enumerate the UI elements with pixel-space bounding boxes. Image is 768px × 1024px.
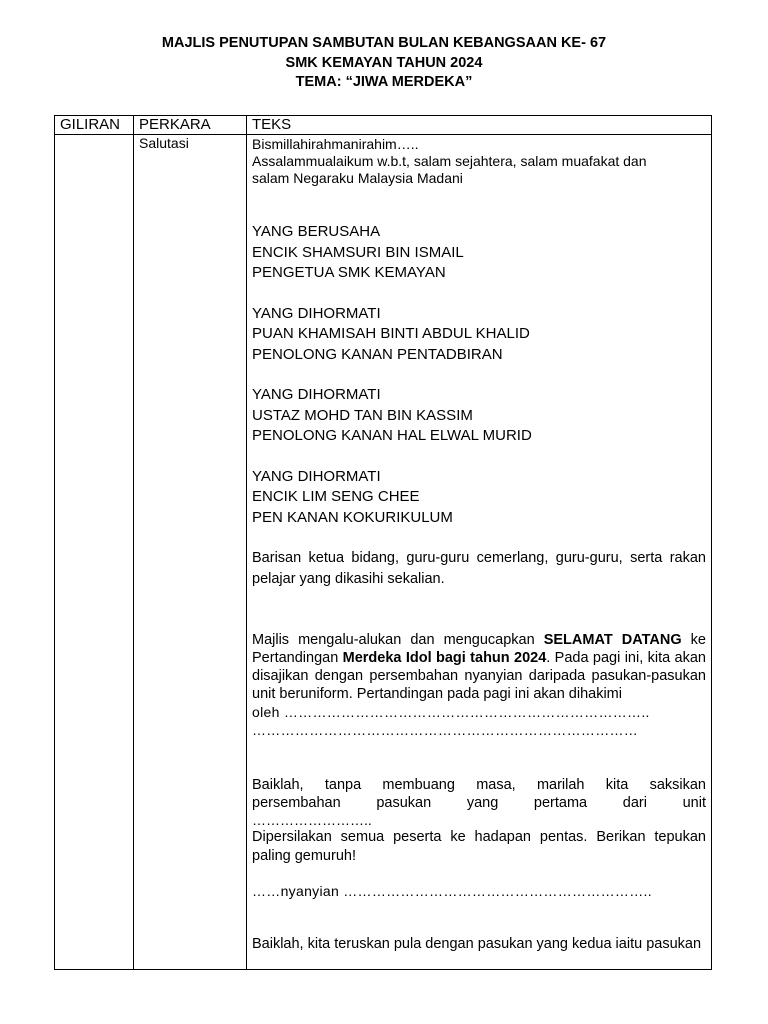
dignitary-block bbox=[252, 222, 706, 284]
first-team-line-2: persembahan pasukan yang pertama dari unit bbox=[252, 795, 706, 811]
dignitary-name: USTAZ MOHD TAN BIN KASSIM bbox=[252, 406, 473, 424]
invite-participants: Dipersilakan semua peserta ke hadapan pentas. Berikan tepukan paling gemuruh! bbox=[252, 829, 706, 864]
first-team-unit-placeholder: …………………….. bbox=[252, 812, 372, 828]
column-header-teks: TEKS bbox=[247, 116, 712, 135]
welcome-text-1: Majlis mengalu-alukan dan mengucapkan bbox=[252, 632, 544, 648]
column-header-perkara: PERKARA bbox=[134, 116, 247, 135]
header-title-line2: SMK KEMAYAN TAHUN 2024 bbox=[285, 54, 483, 71]
dignitary-title: YANG BERUSAHA bbox=[252, 223, 381, 240]
welcome-text-2: ke Pertandingan bbox=[252, 632, 707, 666]
dignitary-title: YANG DIHORMATI bbox=[252, 386, 381, 403]
salam-line-1: Assalammualaikum w.b.t, salam sejahtera, salam muafakat dan bbox=[252, 153, 647, 169]
column-header-giliran: GILIRAN bbox=[55, 116, 134, 135]
dignitary-position: PENOLONG KANAN HAL ELWAL MURID bbox=[252, 427, 532, 444]
header-theme-line: TEMA: “JIWA MERDEKA” bbox=[295, 74, 473, 90]
dignitary-block bbox=[252, 385, 706, 447]
dignitary-position: PENOLONG KANAN PENTADBIRAN bbox=[252, 345, 503, 363]
dignitary-block bbox=[252, 467, 706, 529]
cell-perkara: Salutasi bbox=[134, 135, 247, 970]
dignitary-name: ENCIK SHAMSURI BIN ISMAIL bbox=[252, 243, 464, 261]
dignitary-position: PENGETUA SMK KEMAYAN bbox=[252, 264, 446, 281]
dignitary-name: ENCIK LIM SENG CHEE bbox=[252, 488, 420, 505]
dignitary-block bbox=[252, 304, 706, 366]
welcome-bold-1: SELAMAT DATANG bbox=[543, 632, 682, 648]
welcome-paragraph bbox=[252, 631, 706, 703]
dignitary-name: PUAN KHAMISAH BINTI ABDUL KHALID bbox=[252, 325, 530, 342]
dignitary-title: YANG DIHORMATI bbox=[252, 467, 381, 485]
salam-line-2: salam Negaraku Malaysia Madani bbox=[252, 170, 463, 186]
audience-greeting: Barisan ketua bidang, guru-guru cemerlang, guru-guru, serta rakan pelajar yang dikasihi sekalian. bbox=[252, 550, 706, 587]
table-header-row bbox=[55, 116, 712, 135]
judges-dots-line: ……………………………………………………………………… bbox=[252, 722, 639, 738]
welcome-text-3: . Pada pagi ini, kita akan disajikan dengan persembahan nyanyian daripada pasukan-pasukan unit beruniform. Pertandingan pada pagi ini akan dihakimi bbox=[252, 650, 706, 702]
cell-giliran bbox=[55, 135, 134, 970]
dignitary-title: YANG DIHORMATI bbox=[252, 304, 381, 322]
cell-teks bbox=[247, 135, 712, 970]
document-header bbox=[0, 34, 768, 93]
dignitary-position: PEN KANAN KOKURIKULUM bbox=[252, 508, 453, 526]
welcome-bold-2: Merdeka Idol bagi tahun 2024 bbox=[342, 650, 547, 666]
table-row bbox=[55, 135, 712, 970]
header-title-line1: MAJLIS PENUTUPAN SAMBUTAN BULAN KEBANGSAAN KE- 67 bbox=[161, 35, 607, 51]
song-placeholder-line: ……nyanyian ……………………………………………………….. bbox=[252, 883, 652, 899]
script-table bbox=[54, 115, 712, 970]
bismillah-line: Bismillahirahmanirahim….. bbox=[252, 136, 419, 152]
first-team-line-1: Baiklah, tanpa membuang masa, marilah kita saksikan bbox=[252, 777, 706, 793]
second-team-intro: Baiklah, kita teruskan pula dengan pasukan yang kedua iaitu pasukan bbox=[252, 936, 702, 952]
judges-placeholder-line: oleh ………………………………………………………………….. bbox=[252, 704, 650, 720]
